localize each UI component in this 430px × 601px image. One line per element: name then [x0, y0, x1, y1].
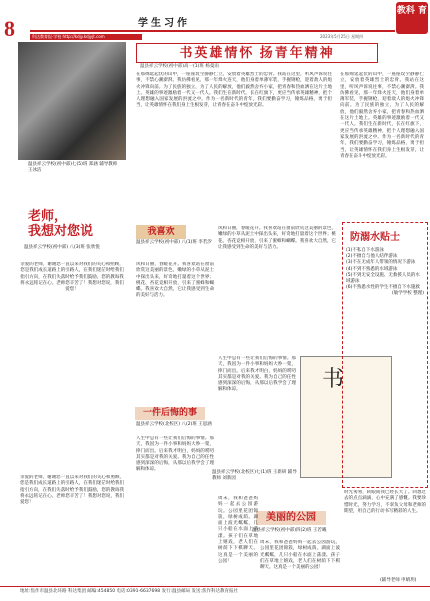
- park-article-body: 周末，我和爸爸妈妈一起去公园游玩。公园里花团锦簇，绿树成荫。湖面上波光粼粼，几只小船在水面上荡漾。孩子们在草地上嬉戏，老人们在树荫下下棋聊天。这真是一个美丽的公园！: [218, 496, 258, 564]
- hero-article-author: 温县祥云学校(初中部)高一(1)班 杨曼雨: [140, 64, 219, 69]
- happy-article-author: 温县祥云学校(初中部) 八(1)班 李若汐: [136, 240, 212, 245]
- column-title: 学生习作: [138, 18, 190, 29]
- park-article-body-cont: 周末，我和爸爸妈妈一起去公园游玩。公园里花团锦簇，绿树成荫。湖面上波光粼粼，几只小船在水面上荡漾。孩子们在草地上嬉戏，老人们在树荫下下棋聊天。这真是一个美丽的公园！: [260, 540, 340, 571]
- tip-item: (6)不熟悉水性的学生不擅自下水施救: [346, 285, 420, 291]
- publication-strip: 科达教育报·学校 http://kdjy.kdjyjt.com: [30, 34, 142, 40]
- teacher-article-author: 温县祥云学校(初中部) 八(3)班 张欣悦: [24, 245, 100, 250]
- artwork-caption: 温县祥云学校(北校区)七(1)班 王新研 辅导教师 刘新园: [212, 470, 297, 482]
- tips-note: (敏学学校 整理): [392, 291, 424, 297]
- hero-article-title: 书英雄情怀 扬青年精神: [136, 43, 378, 63]
- teacher-article-body-cont: 亲爱的老师，谢谢您一直以来对我们的关心和照顾，您是我们成长道路上的引路人，在我们迷茫时给我们指引方向，在我们失落时给予我们鼓励，您的教诲我将永远铭记在心。老师您辛苦了！我想对您说，我们爱您！: [20, 475, 124, 506]
- header-divider: [30, 30, 395, 32]
- tip-item: (1)不私自下水游泳: [346, 248, 384, 253]
- teacher-article-body: 亲爱的老师，谢谢您一直以来对我们的关心和照顾，您是我们成长道路上的引路人，在我们迷茫时给我们指引方向，在我们失落时给予我们鼓励，您的教诲我将永远铭记在心。老师您辛苦了！我想对您说，我们爱您！: [20, 262, 124, 293]
- tips-title: 防溺水贴士: [350, 232, 400, 243]
- photo-caption: 温县祥云学校(初中部)七(5)班 郑涵 辅导教师 王冰洁: [28, 162, 118, 174]
- hero-article-body-cont: 在那绵延起伏的山中，一座座坟茔静静伫立，安放着英雄烈士的忠骨。我站在这里，听风声诉说往事，不禁心潮澎湃。我仿佛看见，那一年烽火连天，他们身着单薄军装，手握钢枪，迎着敌人的炮火冲锋向前。为了民族的独立，为了人民的解放，他们毅然舍弃小家，把青春和热血洒在这片土地上。英雄的事迹激励着一代又一代人。我们生在新时代，长在红旗下，更应当传承英雄精神，把个人理想融入国家发展的洪流之中。作为一名新时代的青年，我们要勤奋学习，锤炼品格，勇于担当，让英雄情怀在我们身上生根发芽，让青春在奋斗中绽放光彩。: [340, 72, 424, 159]
- tip-item: (5)不到无安全设施、无救援人员的水域游泳: [346, 272, 420, 285]
- regret-article-body-cont: 人生中总有一些让我们后悔的事情。那天，我因为一件小事和妈妈大吵一架，摔门而出。后来我才明白，妈妈的唠叨其实都是对我的关爱。我为自己的任性感到深深的后悔，从那以后我学会了理解和体谅。: [218, 356, 296, 393]
- tip-item: (4)不到不熟悉的水域游泳: [346, 266, 398, 272]
- closing-article-body: 时光匆匆，转眼间我已经长大了。回想过去的点点滴滴，心中充满了感慨。我要珍惜时光，努力学习，不辜负父母和老师的期望，用自己的行动书写精彩的人生。: [344, 490, 426, 514]
- happy-article-title: 我喜欢: [136, 225, 186, 239]
- calligraphy-character: 书: [322, 366, 345, 391]
- tip-item: (3)不在无成年人带领的情况下游泳: [346, 260, 416, 266]
- hero-article-body: 在那绵延起伏的山中，一座座坟茔静静伫立，安放着英雄烈士的忠骨。我站在这里，听风声诉说往事，不禁心潮澎湃。我仿佛看见，那一年烽火连天，他们身着单薄军装，手握钢枪，迎着敌人的炮火冲锋向前。为了民族的独立，为了人民的解放，他们毅然舍弃小家，把青春和热血洒在这片土地上。英雄的事迹激励着一代又一代人。我们生在新时代，长在红旗下，更应当传承英雄精神，把个人理想融入国家发展的洪流之中。作为一名新时代的青年，我们要勤奋学习，锤炼品格，勇于担当，让英雄情怀在我们身上生根发芽，让青春在奋斗中绽放光彩。: [136, 72, 332, 109]
- footer-text: 地址:焦作市温县北环路 科达集团 邮编:454850 电话:0391-6637698 发行:温县邮局 发送:焦作科达教育报社: [20, 589, 239, 594]
- tips-list: [346, 248, 424, 298]
- teacher-article-title: [28, 208, 93, 238]
- happy-article-body-cont: 风和日丽，春暖花开。我喜欢站在窗前欣赏这美丽的景色，嫩绿的小草从泥土中探出头来，好奇地打量着这个世界；桃花、杏花竞相开放，引来了蜜蜂和蝴蝶。我喜欢大自然，它让我感受到生命的美好与活力。: [218, 226, 336, 250]
- tip-item: (2)不擅自与他人结伴游泳: [346, 254, 398, 260]
- regret-article-author: 温县祥云学校(北校区) 八(2)班 王思涵: [136, 422, 212, 427]
- newspaper-logo: 教科 育: [396, 2, 428, 34]
- happy-article-body: 风和日丽，春暖花开。我喜欢站在窗前欣赏这美丽的景色，嫩绿的小草从泥土中探出头来，好奇地打量着这个世界；桃花、杏花竞相开放，引来了蜜蜂和蝴蝶。我喜欢大自然，它让我感受到生命的美好与活力。: [136, 262, 214, 299]
- park-article-author: 温县祥云学校(初中部)四(2)班 王若曦: [252, 528, 327, 533]
- regret-article-title: 一件后悔的事: [135, 407, 205, 420]
- park-article-title: 美丽的公园: [256, 511, 326, 525]
- regret-article-body: 人生中总有一些让我们后悔的事情。那天，我因为一件小事和妈妈大吵一架，摔门而出。后来我才明白，妈妈的唠叨其实都是对我的关爱。我为自己的任性感到深深的后悔，从那以后我学会了理解和体谅。: [136, 436, 214, 473]
- page-number: 8: [4, 16, 15, 41]
- closing-article-author: (辅导老师 申晴玥): [380, 578, 417, 583]
- issue-date: 2023年5月25日 星期四: [320, 34, 364, 39]
- teacher-title-line1: 老师，: [28, 208, 68, 223]
- student-artwork-photo: [18, 42, 126, 160]
- teacher-title-line2: 我想对您说: [28, 223, 94, 238]
